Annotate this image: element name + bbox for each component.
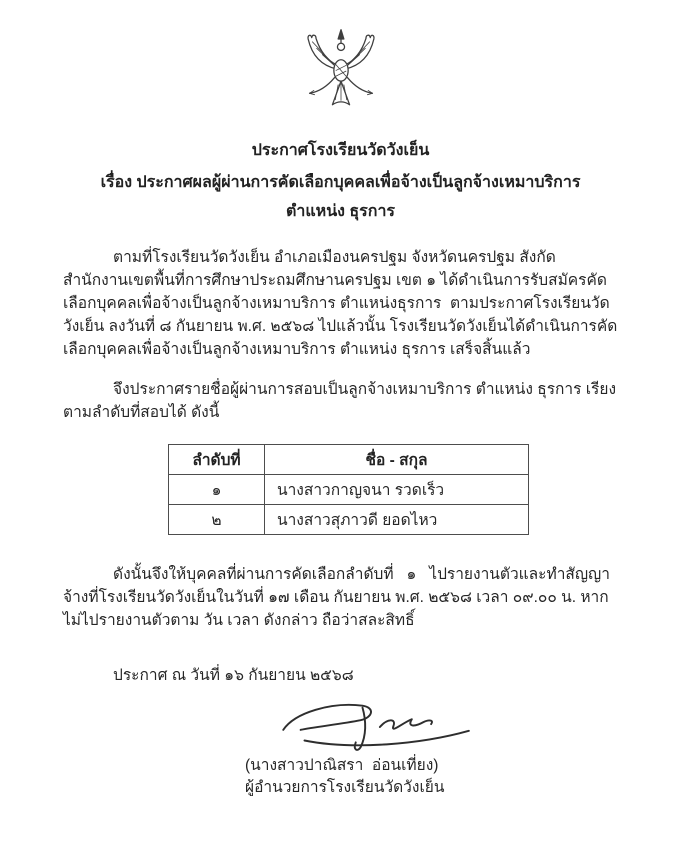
column-header-name: ชื่อ - สกุล — [265, 445, 529, 475]
body-paragraph-3: ดังนั้นจึงให้บุคคลที่ผ่านการคัดเลือกลำดับที่ ๑ ไปรายงานตัวและทำสัญญาจ้างที่โรงเรียนวัดวังเย็นในวันที่ ๑๗ เดือน กันยายน พ.ศ. ๒๕๖๘ เวลา ๐๙.๐๐ น. หากไม่ไปรายงานตัวตาม วัน เวลา ดังกล่าว ถือว่าสละสิทธิ์ — [63, 566, 610, 629]
rank-cell: ๒ — [169, 505, 265, 535]
announcement-date: ประกาศ ณ วันที่ ๑๖ กันยายน ๒๕๖๘ — [113, 667, 354, 684]
rank-cell: ๑ — [169, 475, 265, 505]
document-position: ตำแหน่ง ธุรการ — [285, 203, 396, 220]
name-cell: นางสาวสุภาวดี ยอดไหว — [265, 505, 529, 535]
document-title: ประกาศโรงเรียนวัดวังเย็น — [251, 142, 430, 159]
body-paragraph-1: ตามที่โรงเรียนวัดวังเย็น อำเภอเมืองนครปฐม จังหวัดนครปฐม สังกัดสำนักงานเขตพื้นที่การศึกษาประถมศึกษานครปฐม เขต ๑ ได้ดำเนินการรับสมัครคัดเลือกบุคคลเพื่อจ้างเป็นลูกจ้างเหมาบริการ ตำแหน่งธุรการ ตามประกาศโรงเรียนวัดวังเย็น ลงวันที่ ๘ กันยายน พ.ศ. ๒๕๖๘ ไปแล้วนั้น โรงเรียนวัดวังเย็นได้ดำเนินการคัดเลือกบุคคลเพื่อจ้างเป็นลูกจ้างเหมาบริการ ตำแหน่ง ธุรการ เสร็จสิ้นแล้ว — [63, 249, 618, 358]
name-cell: นางสาวกาญจนา รวดเร็ว — [265, 475, 529, 505]
body-paragraph-2: จึงประกาศรายชื่อผู้ผ่านการสอบเป็นลูกจ้างเหมาบริการ ตำแหน่ง ธุรการ เรียงตามลำดับที่สอบได้ ดังนี้ — [63, 381, 617, 421]
signer-title: ผู้อำนวยการโรงเรียนวัดวังเย็น — [245, 779, 445, 796]
signature-block — [245, 697, 505, 799]
emblem-container — [63, 22, 618, 131]
table-row — [169, 475, 529, 505]
signature-icon — [273, 697, 481, 755]
table-header-row — [169, 445, 529, 475]
signer-name: (นางสาวปาณิสรา อ่อนเที่ยง) — [245, 757, 439, 774]
column-header-rank: ลำดับที่ — [169, 445, 265, 475]
document-subject: เรื่อง ประกาศผลผู้ผ่านการคัดเลือกบุคคลเพื่อจ้างเป็นลูกจ้างเหมาบริการ — [100, 174, 581, 191]
table-row — [169, 505, 529, 535]
garuda-emblem-icon — [291, 22, 391, 126]
results-table — [168, 444, 529, 535]
